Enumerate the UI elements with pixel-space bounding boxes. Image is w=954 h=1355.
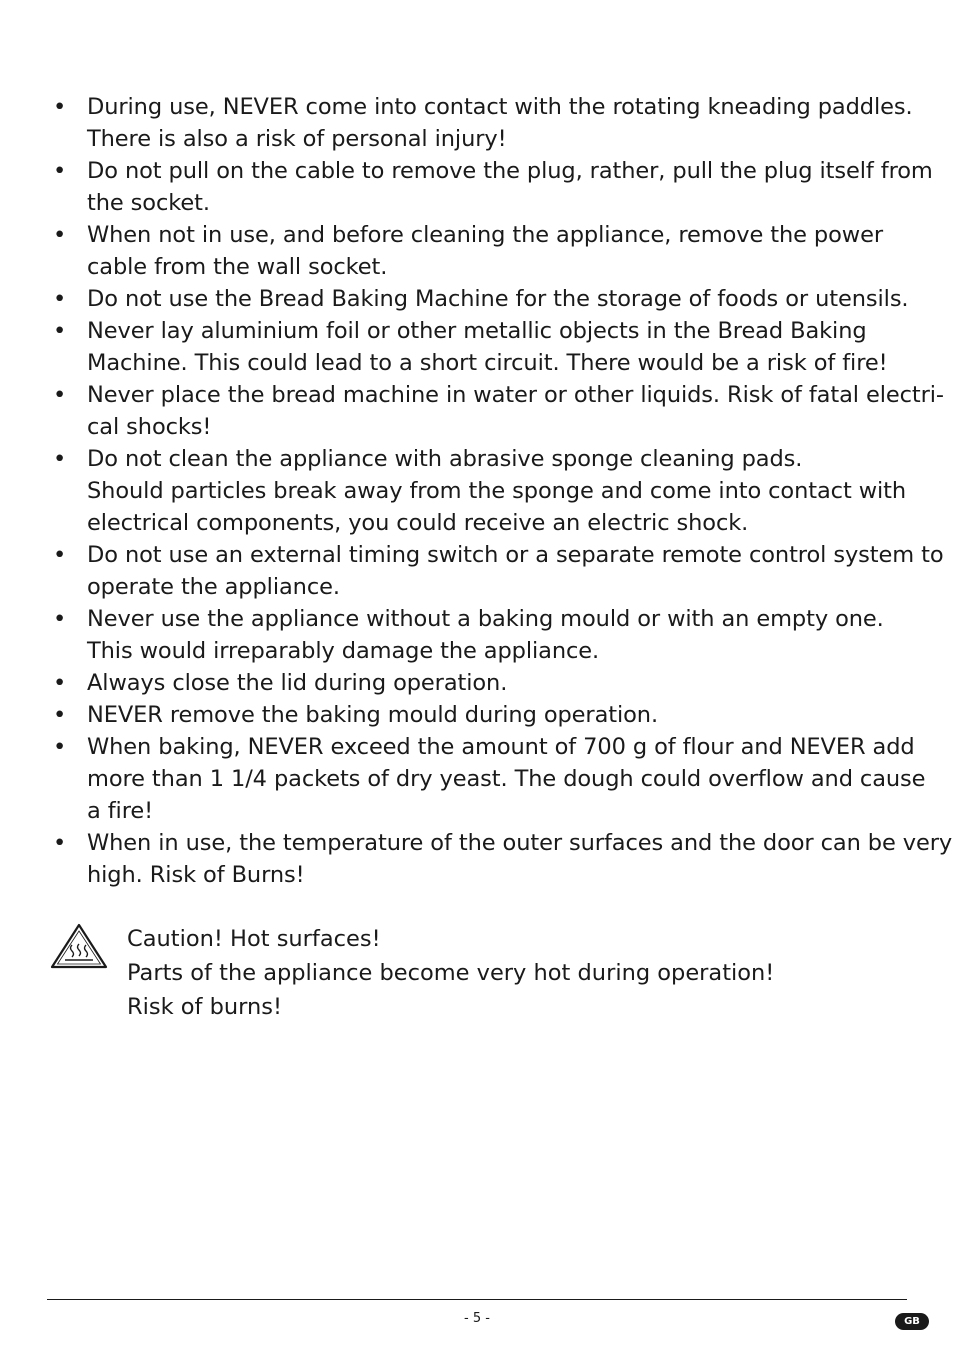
list-item [50,699,910,731]
list-item [50,603,910,667]
list-item-text: cal shocks! [87,414,212,440]
list-item-text: a fire! [87,798,154,824]
list-item-text: Machine. This could lead to a short circuit. There would be a risk of fire! [87,350,888,376]
language-badge: GB [895,1313,929,1330]
list-item-text: Should particles break away from the sponge and come into contact with [87,478,907,504]
footer-divider [47,1299,907,1300]
list-item-text: more than 1 1/4 packets of dry yeast. The dough could overflow and cause [87,766,926,792]
list-item-text: Do not use the Bread Baking Machine for the storage of foods or utensils. [87,286,909,312]
list-item-text: When baking, NEVER exceed the amount of 700 g of flour and NEVER add [87,734,915,760]
list-item-text: operate the appliance. [87,574,340,600]
list-item [50,379,944,443]
warning-line: Parts of the appliance become very hot during operation! [127,960,775,986]
list-item [50,443,910,539]
list-item-text: electrical components, you could receive an electric shock. [87,510,749,536]
bullet-dot: • [53,382,67,408]
list-item-text: This would irreparably damage the appliance. [87,638,600,664]
list-item [50,155,933,219]
list-item-text: the socket. [87,190,210,216]
list-item-text: There is also a risk of personal injury! [87,126,507,152]
list-item [50,731,926,827]
list-item-text: Do not use an external timing switch or a separate remote control system to [87,542,944,568]
list-item-text: When in use, the temperature of the outer surfaces and the door can be very [87,830,953,856]
list-item [50,315,910,379]
list-item [50,827,953,891]
warning-line: Caution! Hot surfaces! [127,926,381,952]
bullet-dot: • [53,286,67,312]
page-number: - 5 - [464,1311,490,1326]
list-item-text: Never place the bread machine in water or other liquids. Risk of fatal electri- [87,382,944,408]
list-item-text: cable from the wall socket. [87,254,388,280]
hot-surface-warning-icon [50,922,108,970]
bullet-dot: • [53,830,67,856]
list-item [50,283,910,315]
bullet-dot: • [53,222,67,248]
bullet-dot: • [53,606,67,632]
list-item-text: NEVER remove the baking mould during operation. [87,702,659,728]
list-item [50,539,944,603]
list-item [50,219,910,283]
safety-instructions-list [50,91,953,891]
list-item-text: Do not pull on the cable to remove the plug, rather, pull the plug itself from [87,158,933,184]
list-item-text: During use, NEVER come into contact with the rotating kneading paddles. [87,94,913,120]
list-item-text: Do not clean the appliance with abrasive sponge cleaning pads. [87,446,803,472]
bullet-dot: • [53,446,67,472]
bullet-dot: • [53,670,67,696]
list-item [50,91,913,155]
bullet-dot: • [53,158,67,184]
list-item-text: high. Risk of Burns! [87,862,305,888]
warning-text [127,922,774,1024]
bullet-dot: • [53,318,67,344]
bullet-dot: • [53,734,67,760]
list-item-text: Never lay aluminium foil or other metallic objects in the Bread Baking [87,318,867,344]
bullet-dot: • [53,542,67,568]
bullet-dot: • [53,702,67,728]
bullet-dot: • [53,94,67,120]
list-item-text: Never use the appliance without a baking mould or with an empty one. [87,606,884,632]
warning-line: Risk of burns! [127,994,283,1020]
list-item [50,667,910,699]
list-item-text: Always close the lid during operation. [87,670,508,696]
list-item-text: When not in use, and before cleaning the appliance, remove the power [87,222,883,248]
